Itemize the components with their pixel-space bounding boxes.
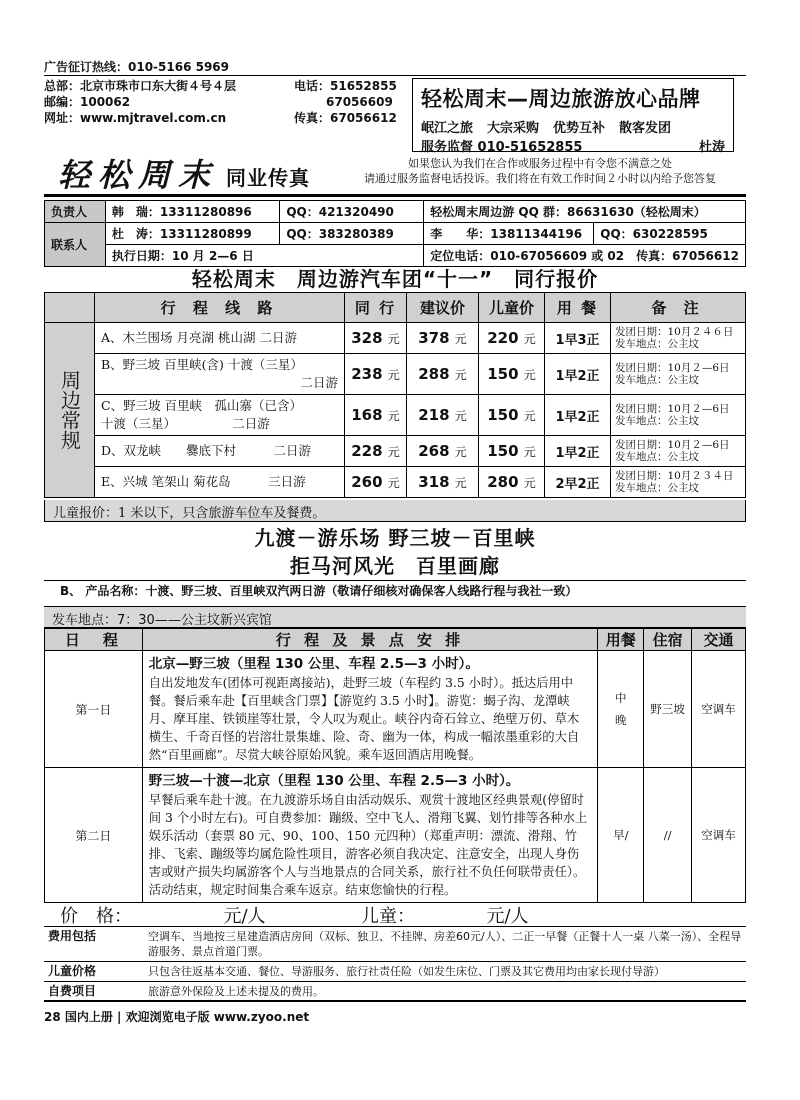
col-header: 行 程 及 景 点 安 排 — [142, 629, 598, 651]
route-cell — [95, 323, 345, 354]
brand-supervise: 服务监督 010-51652855 — [421, 140, 583, 155]
price-value: 238 — [351, 365, 383, 383]
note-line: 发车地点：公主坟 — [615, 451, 699, 463]
note-line: 发团日期：10月２—6日 — [615, 403, 730, 415]
info-row — [44, 982, 746, 1002]
exec-date: 执行日期：10 月 2—6 日 — [105, 245, 423, 267]
note-line: 发团日期：10月２—6日 — [615, 439, 730, 451]
price-peer — [345, 395, 407, 436]
contact-qq: QQ：421320490 — [280, 201, 424, 223]
col-header: 同 行 — [345, 293, 407, 323]
booking-fax: 传真：67056612 — [636, 249, 739, 263]
day-meal: 早/ — [598, 768, 644, 903]
meal-cell: 1早2正 — [545, 436, 611, 467]
col-header: 儿童价 — [479, 293, 545, 323]
price-value: 268 — [418, 442, 450, 460]
meal-cell: 1早2正 — [545, 354, 611, 395]
contact-name: 韩 瑞：13311280896 — [105, 201, 279, 223]
col-header: 日 程 — [45, 629, 143, 651]
note-cell — [611, 467, 746, 498]
tour-title-line: 九渡－游乐场 野三坡－百里峡 — [254, 526, 536, 550]
col-header: 交通 — [692, 629, 746, 651]
price-unit: 元/人 — [223, 906, 266, 927]
price-label: 价 格： — [60, 906, 132, 927]
category-label: 周边常规 — [45, 323, 95, 498]
day-stay: 野三坡 — [644, 651, 692, 768]
price-unit: 元 — [387, 368, 400, 382]
day-stay: // — [644, 768, 692, 903]
price-unit: 元 — [454, 332, 467, 346]
depart-point: 发车地点：7：30——公主坟新兴宾馆 — [44, 606, 746, 628]
contact-name: 杜 涛：13311280899 — [105, 223, 279, 245]
info-row — [44, 962, 746, 982]
price-suggest — [407, 467, 479, 498]
route-line: B、野三坡 百里峡(含) 十渡（三星） — [101, 357, 303, 372]
hq-phone2: 67056609 — [326, 95, 393, 109]
info-key: 费用包括 — [44, 927, 144, 962]
price-table — [44, 292, 746, 498]
route-cell — [95, 395, 345, 436]
qq-group: 轻松周末周边游 QQ 群：86631630（轻松周末） — [424, 201, 746, 223]
route-line: D、双龙峡 爨底下村 二日游 — [101, 443, 312, 458]
info-row — [44, 927, 746, 962]
day-body: 自出发地发车(团体可视距离接站)，赴野三坡（车程约 3.5 小时）。抵达后用中餐。餐后乘车赴【百里峡含门票】【游览约 3.5 小时】。游览：蝎子沟、龙潭峡月、摩耳崖、铁锁崖等壮景，令人叹为观止。峡谷内奇石耸立、绝壁万仞、草木横生、千奇百怪的岩溶壮景集雄、险、奇、幽为一体，构成一幅浓墨重彩的大自然“百里画廊”。尽赏大峡谷原始风貌。乘车返回酒店用晚餐。 — [148, 676, 580, 762]
day-desc — [142, 651, 598, 768]
price-unit: 元 — [523, 476, 536, 490]
meal-cell: 1早3正 — [545, 323, 611, 354]
product-name: B、 产品名称：十渡、野三坡、百里峡双汽两日游（敬请仔细核对确保客人线路行程与我社一致） — [60, 584, 578, 598]
price-line — [60, 902, 529, 928]
contact-qq: QQ：630228595 — [594, 223, 746, 245]
table-row — [45, 323, 746, 354]
price-peer — [345, 323, 407, 354]
info-value: 只包含往返基本交通、餐位、导游服务、旅行社责任险（如发生床位、门票及其它费用均由家长现付导游） — [144, 962, 746, 982]
route-line: 二日游 — [300, 375, 338, 390]
day-heading: 北京—野三坡（里程 130 公里、车程 2.5—3 小时）。 — [148, 656, 479, 672]
brand-box — [412, 78, 734, 155]
price-value: 220 — [487, 329, 519, 347]
contact-name: 李 华：13811344196 — [424, 223, 594, 245]
price-unit: 元 — [387, 445, 400, 459]
col-header: 行 程 线 路 — [95, 293, 345, 323]
note-cell — [611, 354, 746, 395]
tour-title — [44, 524, 746, 580]
table-row — [45, 768, 746, 903]
price-child — [479, 395, 545, 436]
child-price-label: 儿童： — [361, 906, 416, 927]
brand-slogan: 轻松周末—周边旅游放心品牌 — [421, 87, 701, 111]
quote-title: 轻松周末 周边游汽车团“十一” 同行报价 — [191, 267, 599, 291]
logo-text: 轻松周末 — [58, 156, 219, 194]
price-unit: 元 — [454, 409, 467, 423]
brand-item: 大宗采购 — [487, 121, 540, 136]
brand-item: 优势互补 — [553, 121, 606, 136]
hq-postcode: 邮编：100062 — [44, 95, 131, 109]
price-unit: 元 — [523, 368, 536, 382]
col-header: 用餐 — [598, 629, 644, 651]
price-unit: 元 — [454, 476, 467, 490]
price-value: 228 — [351, 442, 383, 460]
contact-label: 联系人 — [45, 223, 106, 267]
brand-item: 散客发团 — [619, 121, 672, 136]
info-table — [44, 926, 746, 1001]
note-line: 发车地点：公主坟 — [615, 338, 699, 350]
note-line: 发车地点：公主坟 — [615, 374, 699, 386]
route-cell — [95, 436, 345, 467]
price-value: 150 — [487, 406, 519, 424]
price-value: 260 — [351, 473, 383, 491]
price-suggest — [407, 395, 479, 436]
col-header: 用 餐 — [545, 293, 611, 323]
tour-divider — [44, 580, 746, 581]
notice-line: 如果您认为我们在合作或服务过程中有令您不满意之处 — [408, 157, 672, 170]
table-row — [45, 651, 746, 768]
note-line: 发车地点：公主坟 — [615, 482, 699, 494]
price-value: 150 — [487, 442, 519, 460]
info-value: 空调车、当地按三星建造酒店房间（双标、独卫、不挂牌、房差60元/人）、二正一早餐（正餐十人一桌 八菜一汤）、全程导游服务、景点首道门票。 — [144, 927, 746, 962]
price-value: 168 — [351, 406, 383, 424]
col-header: 备 注 — [611, 293, 746, 323]
day-meal: 中 晚 — [598, 651, 644, 768]
route-line: C、野三坡 百里峡 孤山寨（已含） — [101, 398, 303, 413]
col-header: 建议价 — [407, 293, 479, 323]
route-cell — [95, 467, 345, 498]
price-value: 288 — [418, 365, 450, 383]
day-label: 第二日 — [45, 768, 143, 903]
note-cell — [611, 436, 746, 467]
note-cell — [611, 323, 746, 354]
route-line: E、兴城 笔架山 菊花岛 三日游 — [101, 474, 306, 489]
day-heading: 野三坡—十渡—北京（里程 130 公里、车程 2.5—3 小时）。 — [148, 773, 520, 789]
note-line: 发团日期：10月２３４日 — [615, 470, 734, 482]
itinerary-table — [44, 628, 746, 903]
price-unit: 元 — [454, 368, 467, 382]
price-child — [479, 354, 545, 395]
day-label: 第一日 — [45, 651, 143, 768]
notice-line: 请通过服务监督电话投诉。我们将在有效工作时间２小时以内给予您答复 — [364, 172, 716, 185]
price-unit: 元 — [523, 332, 536, 346]
brand-person: 杜涛 — [698, 140, 725, 155]
price-child — [479, 467, 545, 498]
price-unit: 元 — [387, 409, 400, 423]
page-footer: 28 国内上册 | 欢迎浏览电子版 www.zyoo.net — [44, 1010, 310, 1024]
child-price-unit: 元/人 — [486, 906, 529, 927]
route-cell — [95, 354, 345, 395]
price-suggest — [407, 323, 479, 354]
hq-website[interactable]: 网址：www.mjtravel.com.cn — [44, 111, 227, 125]
price-value: 150 — [487, 365, 519, 383]
note-line: 发团日期：10月２４６日 — [615, 326, 734, 338]
day-transport: 空调车 — [692, 651, 746, 768]
header-divider — [44, 194, 746, 197]
price-value: 218 — [418, 406, 450, 424]
price-suggest — [407, 354, 479, 395]
day-desc — [142, 768, 598, 903]
route-line: A、木兰围场 月亮湖 桃山湖 二日游 — [101, 330, 297, 345]
note-line: 发车地点：公主坟 — [615, 415, 699, 427]
price-child — [479, 323, 545, 354]
hq-address: 总部：北京市珠市口东大街４号４层 — [44, 79, 237, 93]
contacts-table — [44, 200, 746, 267]
route-line: 十渡（三星） 二日游 — [101, 416, 270, 431]
info-key: 儿童价格 — [44, 962, 144, 982]
table-row — [45, 467, 746, 498]
table-row — [45, 354, 746, 395]
price-value: 318 — [418, 473, 450, 491]
price-peer — [345, 467, 407, 498]
price-value: 280 — [487, 473, 519, 491]
price-value: 328 — [351, 329, 383, 347]
table-row — [45, 395, 746, 436]
hq-info — [44, 78, 404, 126]
note-cell — [611, 395, 746, 436]
footer-divider — [44, 1000, 746, 1002]
day-transport: 空调车 — [692, 768, 746, 903]
complaint-notice — [340, 156, 740, 186]
fax-title: 同业传真 — [226, 166, 310, 190]
price-unit: 元 — [523, 409, 536, 423]
table-row — [45, 436, 746, 467]
contact-label: 负责人 — [45, 201, 106, 223]
price-peer — [345, 436, 407, 467]
booking-phone-text: 定位电话：010-67056609 或 02 — [430, 249, 625, 263]
hq-fax: 传真：67056612 — [294, 111, 397, 125]
price-suggest — [407, 436, 479, 467]
price-value: 378 — [418, 329, 450, 347]
brand-item: 岷江之旅 — [421, 121, 474, 136]
day-body: 早餐后乘车赴十渡。在九渡游乐场自由活动娱乐、观赏十渡地区经典景观(停留时间 3 个小时左右)。可自费参加：蹦级、空中飞人、滑翔飞翼、划竹排等各种水上娱乐活动（套票 80 元、90、100、150 元四种）（郑重声明：漂流、滑翔、竹排、飞索、蹦级等均属危险性项目，游客必须自我决定、注意安全，出现人身伤害或财产损失均属游客个人与当地景点的合同关系，旅行社不负任何联带责任）。活动结束，规定时间集合乘车返京。结束您愉快的行程。 — [148, 793, 588, 897]
hq-phone: 电话：51652855 — [294, 79, 397, 93]
meal-cell: 2早2正 — [545, 467, 611, 498]
child-note: 儿童报价：1 米以下，只含旅游车位车及餐费。 — [44, 500, 746, 522]
info-value: 旅游意外保险及上述未提及的费用。 — [144, 982, 746, 1002]
price-peer — [345, 354, 407, 395]
contact-qq: QQ：383280389 — [280, 223, 424, 245]
meal-cell: 1早2正 — [545, 395, 611, 436]
price-child — [479, 436, 545, 467]
note-line: 发团日期：10月２—6日 — [615, 362, 730, 374]
col-header: 住宿 — [644, 629, 692, 651]
price-unit: 元 — [523, 445, 536, 459]
info-key: 自费项目 — [44, 982, 144, 1002]
price-unit: 元 — [387, 476, 400, 490]
ad-hotline: 广告征订热线：010-5166 5969 — [44, 60, 230, 74]
tour-title-line: 拒马河风光 百里画廊 — [290, 554, 500, 578]
price-unit: 元 — [454, 445, 467, 459]
top-divider — [44, 75, 746, 76]
price-unit: 元 — [387, 332, 400, 346]
corner-cell — [45, 293, 95, 323]
